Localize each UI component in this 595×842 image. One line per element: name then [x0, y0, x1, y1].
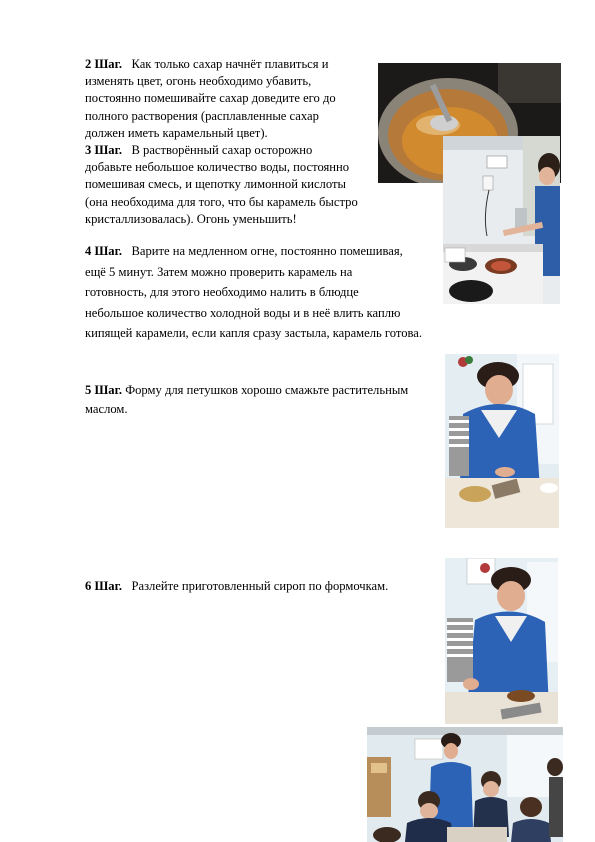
step-3-line-4: (она необходима для того, что бы карамель быстро [85, 194, 358, 209]
step-2-text [85, 56, 336, 142]
step-4-line-4: небольшое количество холодной воды и в неё влить каплю [85, 305, 401, 320]
step-5-label: 5 Шаг. [85, 383, 123, 397]
step-3-line-3: помешивая смесь, и щепотку лимонной кислоты [85, 177, 346, 192]
step-2-line-1: 2 Шаг. Как только сахар начнёт плавиться и [85, 57, 329, 71]
step-3-label: 3 Шаг. [85, 143, 123, 157]
classroom-students-photo [367, 727, 563, 842]
step-3-text [85, 142, 358, 228]
step-4-line-1: 4 Шаг. Варите на медленном огне, постоянно помешивая, [85, 244, 403, 258]
step-4-line-5: кипящей карамели, если капля сразу застыла, карамель готова. [85, 326, 423, 341]
step-4-text [85, 241, 422, 344]
pouring-syrup-photo [445, 558, 558, 724]
step-6-label: 6 Шаг. [85, 579, 123, 593]
step-6-text [85, 578, 388, 595]
greasing-mold-photo [445, 354, 559, 528]
step-2-line-5: должен иметь карамельный цвет). [85, 125, 268, 140]
step-4-line-3: готовность, для этого необходимо налить в блюдце [85, 285, 359, 300]
step-3-line-5: кристаллизовалась). Огонь уменьшить! [85, 211, 297, 226]
step-5-line-1: 5 Шаг. Форму для петушков хорошо смажьте растительным [85, 383, 409, 397]
step-2-line-2: изменять цвет, огонь необходимо убавить, [85, 74, 312, 89]
step-5-text [85, 381, 408, 419]
kitchen-stove-photo [443, 136, 560, 304]
step-3-line-2: добавьте небольшое количество воды, постоянно [85, 160, 350, 175]
step-2-line-3: постоянно помешивайте сахар доведите его до [85, 91, 336, 106]
step-4-label: 4 Шаг. [85, 244, 123, 258]
step-2-line-4: полного растворения (расплавленные сахар [85, 108, 319, 123]
step-4-line-2: ещё 5 минут. Затем можно проверить карамель на [85, 264, 353, 279]
step-2-label: 2 Шаг. [85, 57, 123, 71]
step-6-line-1: 6 Шаг. Разлейте приготовленный сироп по формочкам. [85, 579, 389, 593]
step-5-line-2: маслом. [85, 402, 128, 416]
step-3-line-1: 3 Шаг. В растворённый сахар осторожно [85, 143, 313, 157]
